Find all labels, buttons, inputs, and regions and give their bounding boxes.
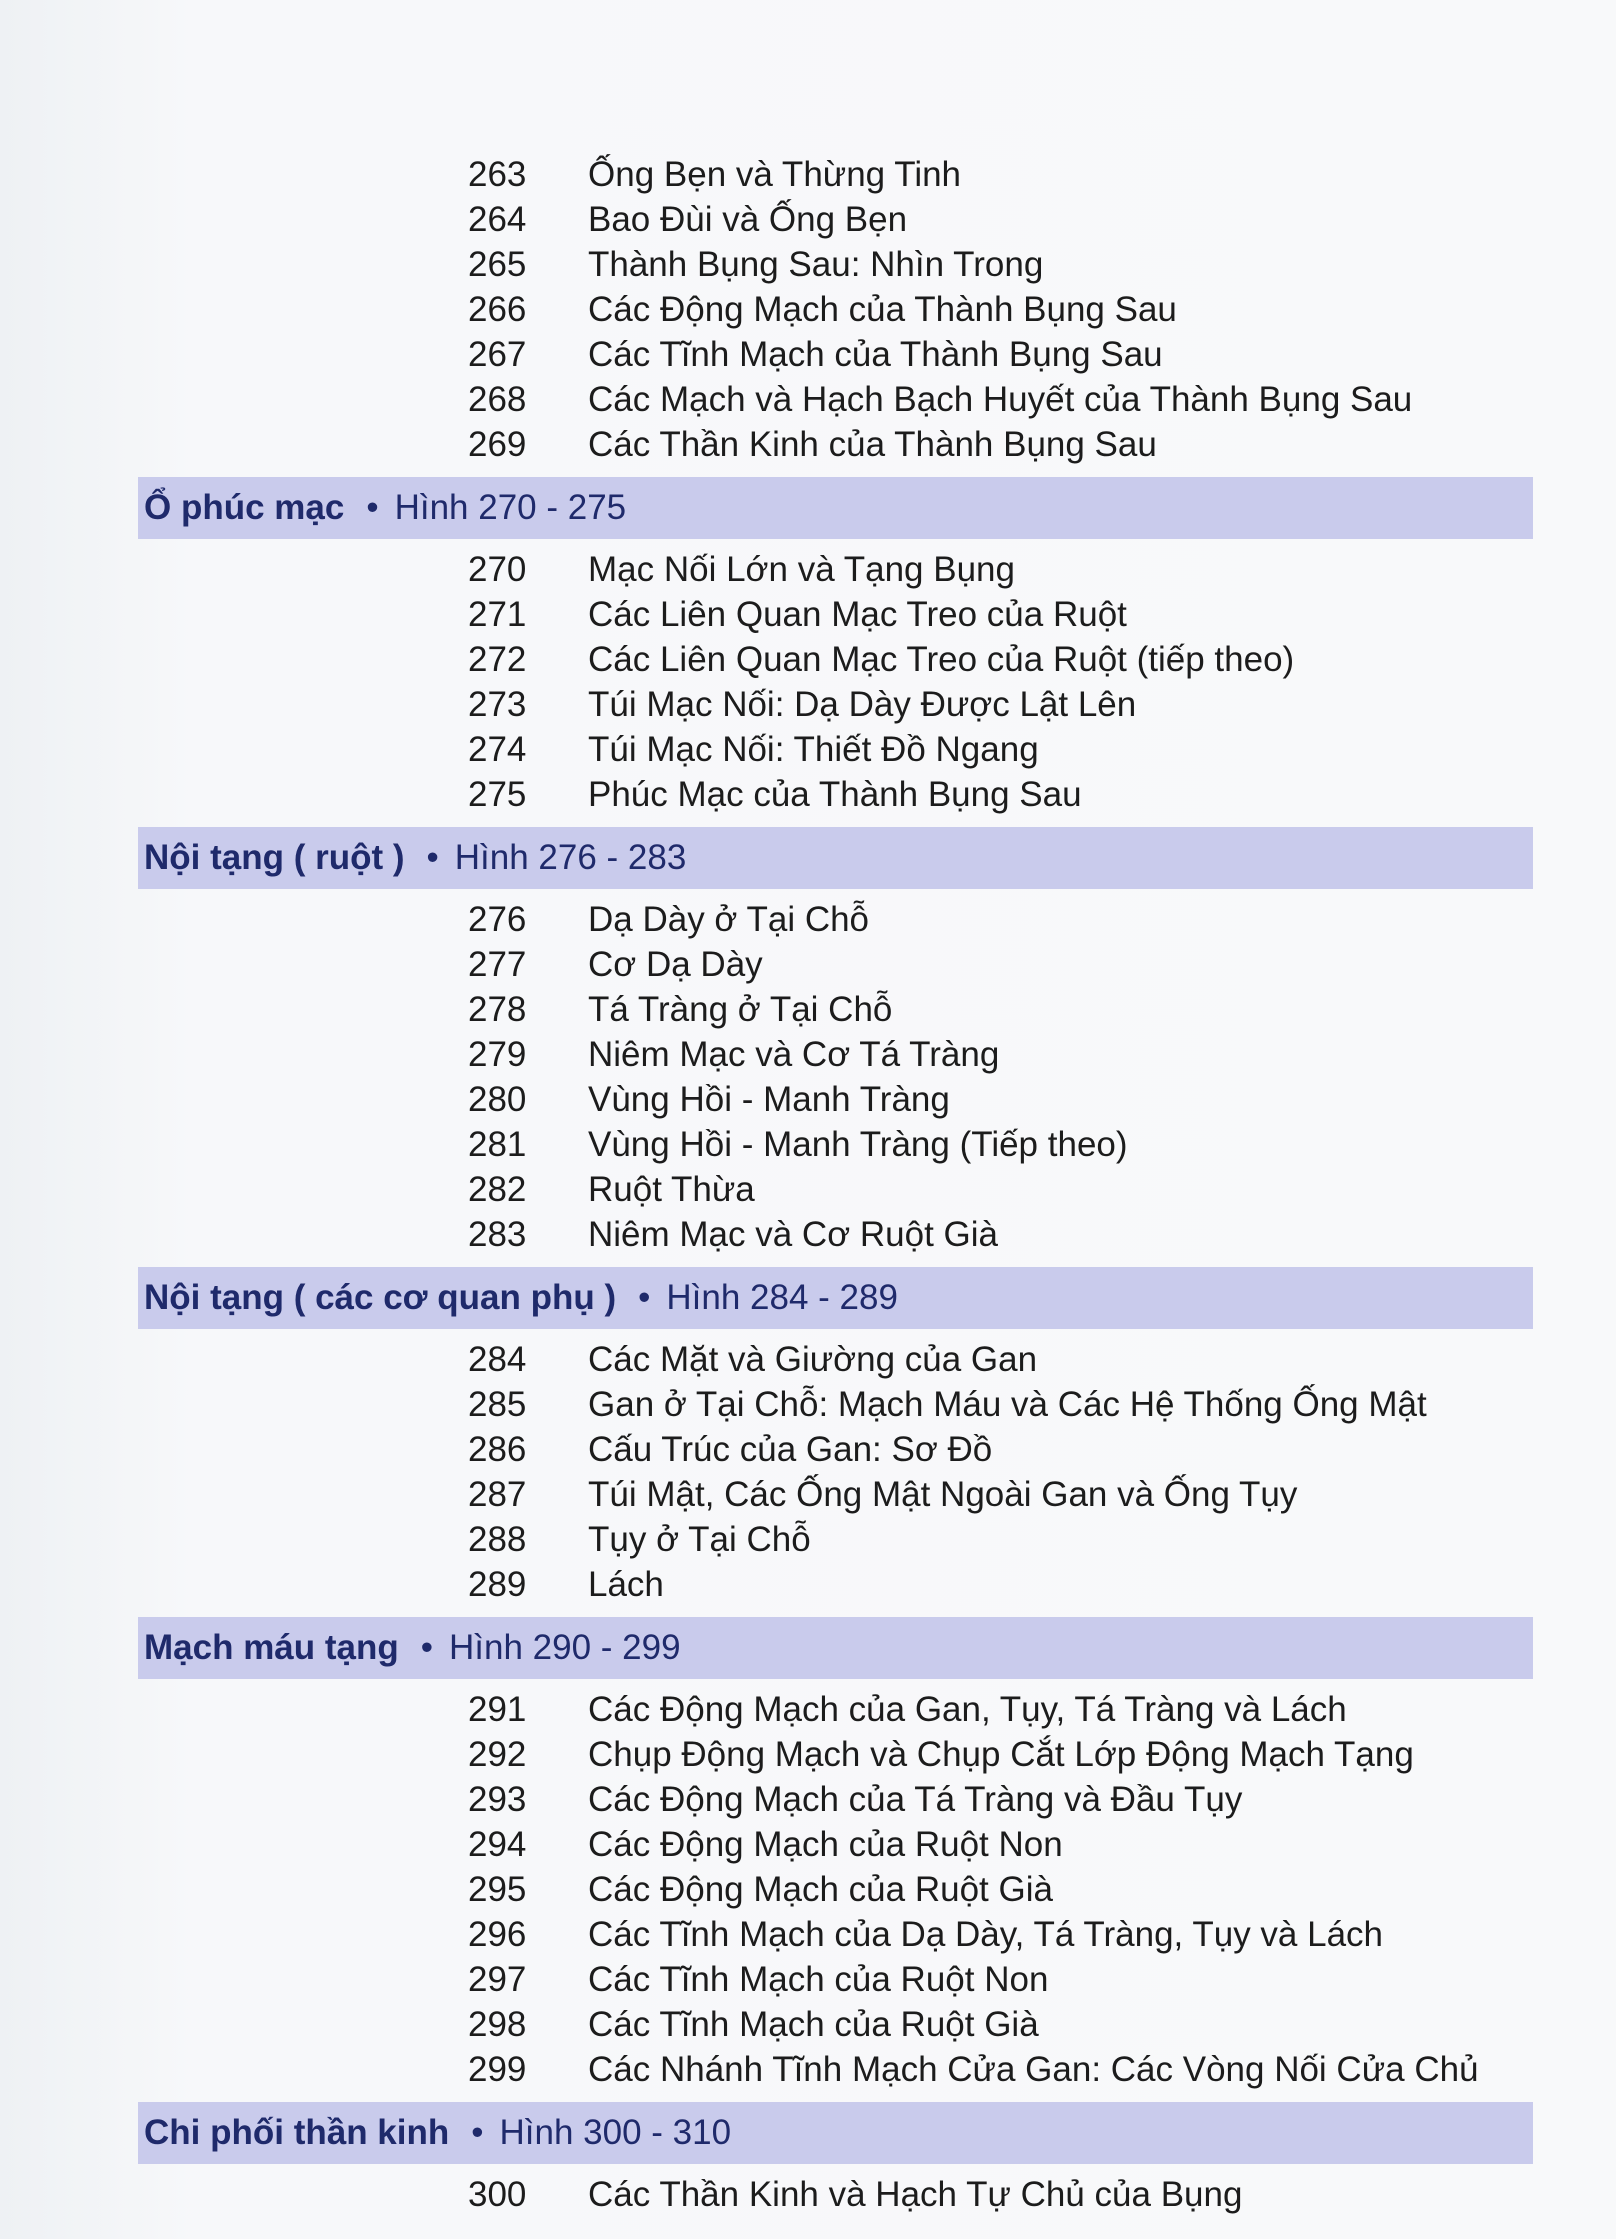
toc-entry <box>138 1077 1533 1122</box>
toc-entry <box>138 1337 1533 1382</box>
toc-entry <box>138 2047 1533 2092</box>
section-header-visceral-vessels <box>138 1617 1533 1679</box>
entry-number: 275 <box>468 775 527 814</box>
section-range: Hình 276 - 283 <box>454 838 687 877</box>
toc-entry <box>138 152 1533 197</box>
entry-title: Các Tĩnh Mạch của Ruột Non <box>588 1960 1049 1999</box>
toc-entry <box>138 1472 1533 1517</box>
section-name: Nội tạng ( ruột ) <box>144 838 405 877</box>
table-of-contents <box>138 152 1533 2217</box>
entry-title: Vùng Hồi - Manh Tràng (Tiếp theo) <box>588 1125 1128 1164</box>
entry-number: 269 <box>468 425 527 464</box>
entry-number: 293 <box>468 1780 527 1819</box>
entry-title: Cơ Dạ Dày <box>588 945 763 984</box>
toc-entry <box>138 422 1533 467</box>
entry-title: Các Nhánh Tĩnh Mạch Cửa Gan: Các Vòng Nối Cửa Chủ <box>588 2050 1479 2089</box>
entry-number: 263 <box>468 155 527 194</box>
entry-number: 294 <box>468 1825 527 1864</box>
toc-entry <box>138 1687 1533 1732</box>
entry-title: Túi Mạc Nối: Dạ Dày Được Lật Lên <box>588 685 1137 724</box>
entry-title: Phúc Mạc của Thành Bụng Sau <box>588 775 1082 814</box>
toc-group <box>138 1337 1533 1607</box>
toc-group <box>138 1687 1533 2092</box>
entry-title: Các Tĩnh Mạch của Ruột Già <box>588 2005 1039 2044</box>
section-name: Mạch máu tạng <box>144 1628 399 1667</box>
toc-entry <box>138 1777 1533 1822</box>
toc-entry <box>138 2002 1533 2047</box>
bullet-icon: • <box>471 2113 484 2152</box>
entry-title: Tụy ở Tại Chỗ <box>588 1520 811 1559</box>
toc-entry <box>138 772 1533 817</box>
toc-group <box>138 2172 1533 2217</box>
entry-number: 285 <box>468 1385 527 1424</box>
toc-entry <box>138 1382 1533 1427</box>
entry-title: Các Thần Kinh của Thành Bụng Sau <box>588 425 1157 464</box>
toc-entry <box>138 1732 1533 1777</box>
toc-entry <box>138 1212 1533 1257</box>
entry-number: 297 <box>468 1960 527 1999</box>
entry-title: Niêm Mạc và Cơ Ruột Già <box>588 1215 999 1254</box>
entry-number: 274 <box>468 730 527 769</box>
toc-entry <box>138 1867 1533 1912</box>
entry-number: 271 <box>468 595 527 634</box>
entry-number: 296 <box>468 1915 527 1954</box>
section-range: Hình 290 - 299 <box>449 1628 681 1667</box>
toc-entry <box>138 242 1533 287</box>
entry-title: Các Mạch và Hạch Bạch Huyết của Thành Bụng Sau <box>588 380 1413 419</box>
entry-number: 291 <box>468 1690 527 1729</box>
entry-title: Các Mặt và Giường của Gan <box>588 1340 1038 1379</box>
entry-title: Các Tĩnh Mạch của Dạ Dày, Tá Tràng, Tụy và Lách <box>588 1915 1384 1954</box>
section-name: Ổ phúc mạc <box>144 488 345 527</box>
toc-group <box>138 897 1533 1257</box>
toc-entry <box>138 942 1533 987</box>
section-range: Hình 270 - 275 <box>394 488 627 527</box>
section-range: Hình 300 - 310 <box>499 2113 732 2152</box>
bullet-icon: • <box>638 1278 651 1317</box>
section-name: Chi phối thần kinh <box>144 2113 450 2152</box>
entry-number: 266 <box>468 290 527 329</box>
entry-title: Lách <box>588 1565 664 1604</box>
toc-entry <box>138 1167 1533 1212</box>
toc-entry <box>138 1517 1533 1562</box>
section-range: Hình 284 - 289 <box>666 1278 898 1317</box>
toc-entry <box>138 377 1533 422</box>
toc-entry <box>138 987 1533 1032</box>
entry-title: Niêm Mạc và Cơ Tá Tràng <box>588 1035 1000 1074</box>
entry-title: Các Liên Quan Mạc Treo của Ruột <box>588 595 1127 634</box>
entry-number: 280 <box>468 1080 527 1119</box>
toc-entry <box>138 547 1533 592</box>
entry-title: Ống Bẹn và Thừng Tinh <box>588 155 962 194</box>
entry-number: 289 <box>468 1565 527 1604</box>
entry-number: 298 <box>468 2005 527 2044</box>
entry-title: Dạ Dày ở Tại Chỗ <box>588 900 870 939</box>
entry-number: 283 <box>468 1215 527 1254</box>
entry-number: 264 <box>468 200 527 239</box>
entry-number: 281 <box>468 1125 527 1164</box>
toc-entry <box>138 1822 1533 1867</box>
toc-entry <box>138 1957 1533 2002</box>
entry-title: Các Động Mạch của Ruột Già <box>588 1870 1053 1909</box>
entry-title: Vùng Hồi - Manh Tràng <box>588 1080 950 1119</box>
toc-entry <box>138 1912 1533 1957</box>
entry-number: 265 <box>468 245 527 284</box>
entry-title: Mạc Nối Lớn và Tạng Bụng <box>588 550 1015 589</box>
toc-entry <box>138 1122 1533 1167</box>
toc-entry <box>138 592 1533 637</box>
entry-number: 279 <box>468 1035 527 1074</box>
entry-title: Gan ở Tại Chỗ: Mạch Máu và Các Hệ Thống Ống Mật <box>588 1385 1427 1424</box>
entry-number: 268 <box>468 380 527 419</box>
section-header-peritoneal-cavity <box>138 477 1533 539</box>
toc-group-top <box>138 152 1533 467</box>
toc-entry <box>138 197 1533 242</box>
section-header-innervation <box>138 2102 1533 2164</box>
entry-title: Túi Mật, Các Ống Mật Ngoài Gan và Ống Tụy <box>588 1475 1298 1514</box>
entry-number: 292 <box>468 1735 527 1774</box>
entry-number: 267 <box>468 335 527 374</box>
bullet-icon: • <box>420 1628 434 1667</box>
entry-number: 299 <box>468 2050 527 2089</box>
toc-entry <box>138 682 1533 727</box>
entry-title: Các Động Mạch của Ruột Non <box>588 1825 1063 1864</box>
toc-entry <box>138 1427 1533 1472</box>
entry-number: 282 <box>468 1170 527 1209</box>
entry-number: 286 <box>468 1430 527 1469</box>
entry-title: Các Động Mạch của Tá Tràng và Đầu Tụy <box>588 1780 1243 1819</box>
toc-group <box>138 547 1533 817</box>
entry-title: Chụp Động Mạch và Chụp Cắt Lớp Động Mạch Tạng <box>588 1735 1414 1774</box>
entry-number: 270 <box>468 550 527 589</box>
section-header-viscera-accessory-organs <box>138 1267 1533 1329</box>
entry-title: Các Liên Quan Mạc Treo của Ruột (tiếp theo) <box>588 640 1295 679</box>
section-header-viscera-gut <box>138 827 1533 889</box>
bullet-icon: • <box>426 838 439 877</box>
entry-number: 295 <box>468 1870 527 1909</box>
entry-title: Các Thần Kinh và Hạch Tự Chủ của Bụng <box>588 2175 1243 2214</box>
entry-number: 272 <box>468 640 527 679</box>
toc-entry <box>138 897 1533 942</box>
entry-title: Cấu Trúc của Gan: Sơ Đồ <box>588 1430 993 1469</box>
entry-title: Ruột Thừa <box>588 1170 755 1209</box>
entry-number: 287 <box>468 1475 527 1514</box>
entry-number: 288 <box>468 1520 527 1559</box>
toc-entry <box>138 1032 1533 1077</box>
entry-number: 300 <box>468 2175 527 2214</box>
entry-number: 276 <box>468 900 527 939</box>
toc-entry <box>138 2172 1533 2217</box>
entry-number: 273 <box>468 685 527 724</box>
toc-entry <box>138 332 1533 377</box>
entry-title: Bao Đùi và Ống Bẹn <box>588 200 908 239</box>
toc-entry <box>138 637 1533 682</box>
bullet-icon: • <box>366 488 379 527</box>
section-name: Nội tạng ( các cơ quan phụ ) <box>144 1278 617 1317</box>
entry-number: 284 <box>468 1340 527 1379</box>
entry-title: Tá Tràng ở Tại Chỗ <box>588 990 893 1029</box>
toc-entry <box>138 727 1533 772</box>
toc-entry <box>138 1562 1533 1607</box>
entry-title: Túi Mạc Nối: Thiết Đồ Ngang <box>588 730 1039 769</box>
entry-title: Thành Bụng Sau: Nhìn Trong <box>588 245 1044 284</box>
toc-entry <box>138 287 1533 332</box>
entry-number: 278 <box>468 990 527 1029</box>
entry-title: Các Tĩnh Mạch của Thành Bụng Sau <box>588 335 1163 374</box>
entry-number: 277 <box>468 945 527 984</box>
entry-title: Các Động Mạch của Gan, Tụy, Tá Tràng và Lách <box>588 1690 1347 1729</box>
entry-title: Các Động Mạch của Thành Bụng Sau <box>588 290 1177 329</box>
